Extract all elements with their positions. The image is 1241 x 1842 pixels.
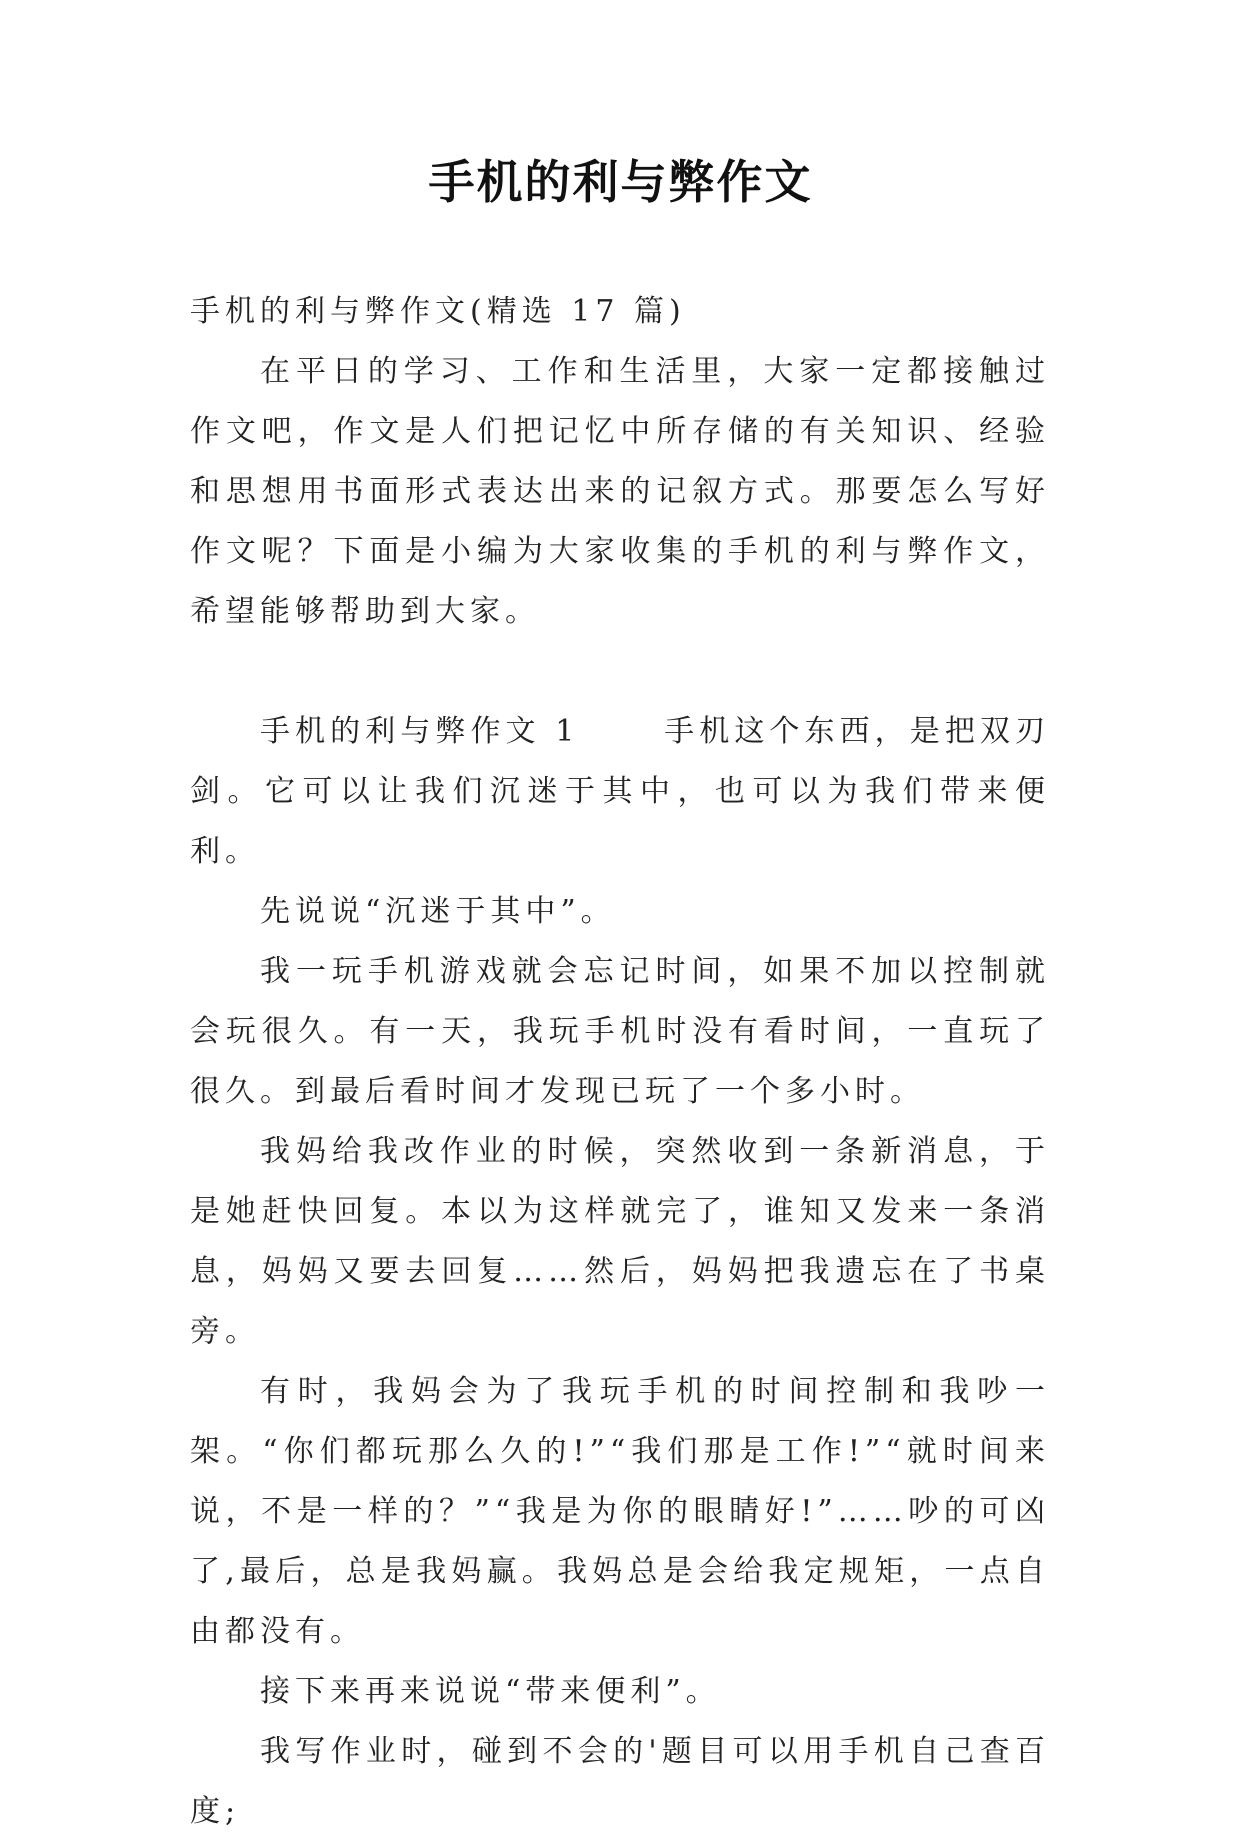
essay-paragraph: 有时，我妈会为了我玩手机的时间控制和我吵一架。“你们都玩那么久的!”“我们那是工作!”“就时间来说，不是一样的？”“我是为你的眼睛好!”……吵的可凶了,最后，总是我妈赢。我妈总是会给我定规矩，一点自由都没有。: [190, 1374, 1050, 1649]
intro-paragraph: 在平日的学习、工作和生活里，大家一定都接触过作文吧，作文是人们把记忆中所存储的有关知识、经验和思想用书面形式表达出来的记叙方式。那要怎么写好作文呢？下面是小编为大家收集的手机的利与弊作文，希望能够帮助到大家。: [190, 354, 1050, 629]
essay-paragraph: 先说说“沉迷于其中”。: [260, 894, 616, 929]
essay-paragraph: 我写作业时，碰到不会的'题目可以用手机自己查百度;: [190, 1734, 1050, 1829]
document-subtitle: 手机的利与弊作文(精选 17 篇): [190, 294, 686, 329]
essay-paragraph: 手机的利与弊作文 1 手机这个东西，是把双刃剑。它可以让我们沉迷于其中，也可以为我们带来便利。: [190, 714, 1050, 869]
essay-paragraph: 接下来再来说说“带来便利”。: [260, 1674, 721, 1709]
essay-paragraph: 我妈给我改作业的时候，突然收到一条新消息，于是她赶快回复。本以为这样就完了，谁知又发来一条消息，妈妈又要去回复……然后，妈妈把我遗忘在了书桌旁。: [190, 1134, 1050, 1349]
paragraph-gap: [190, 642, 1050, 702]
essay-paragraph: 我一玩手机游戏就会忘记时间，如果不加以控制就会玩很久。有一天，我玩手机时没有看时间，一直玩了很久。到最后看时间才发现已玩了一个多小时。: [190, 954, 1050, 1109]
document-body: [190, 282, 1050, 1842]
document-title: 手机的利与弊作文: [428, 155, 813, 209]
